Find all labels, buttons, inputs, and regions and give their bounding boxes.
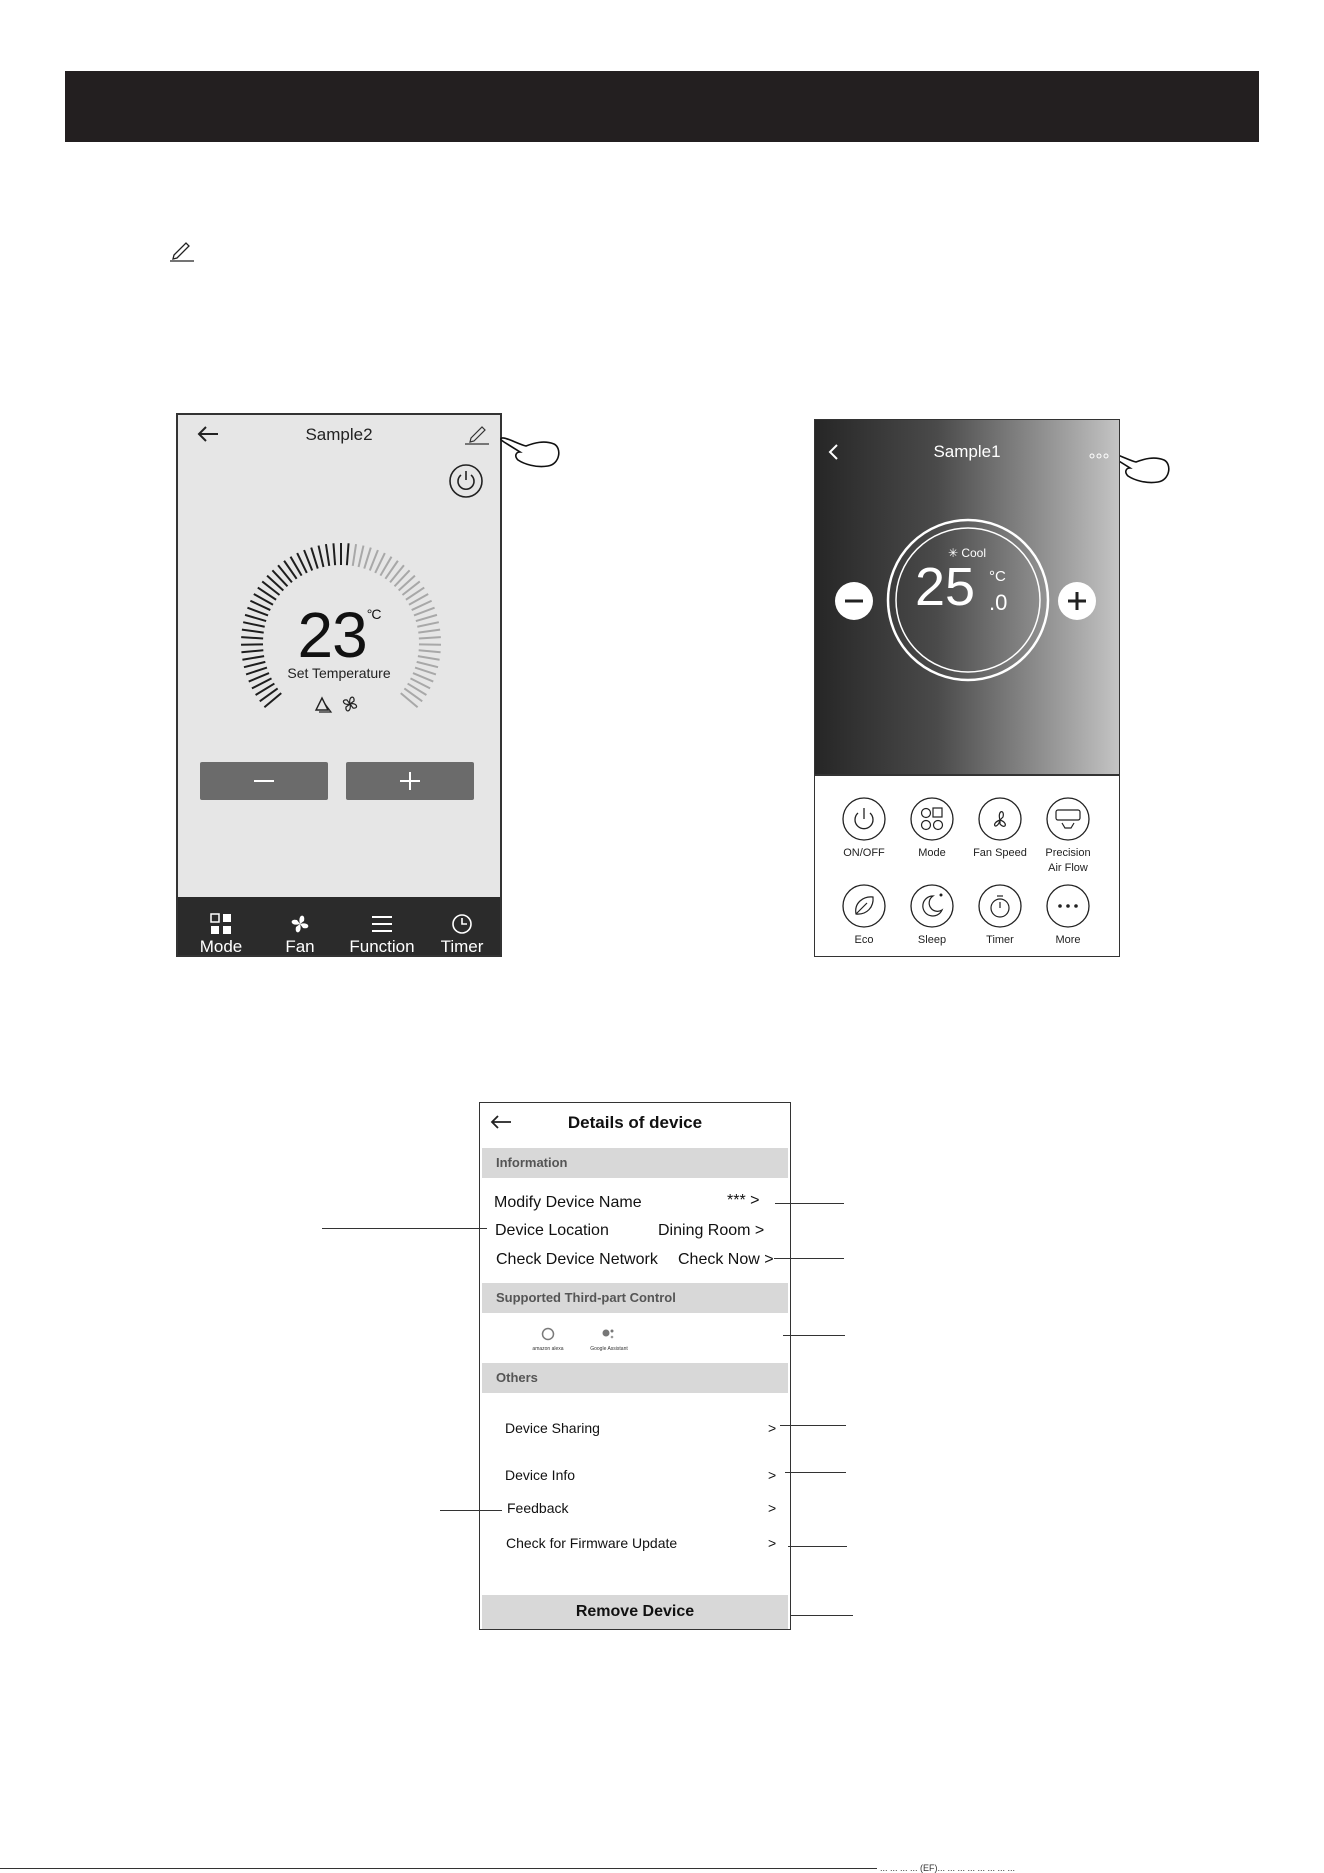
- leader-line: [785, 1472, 846, 1473]
- more-dots-icon: [1045, 883, 1091, 929]
- more-label: More: [1034, 933, 1102, 948]
- firmware-update-label[interactable]: Check for Firmware Update: [506, 1535, 677, 1551]
- function-icon: [370, 913, 394, 935]
- leader-line: [322, 1228, 487, 1229]
- dial-tick: [319, 546, 324, 567]
- bottom-navigation: [178, 897, 500, 957]
- nav-function[interactable]: [342, 897, 422, 957]
- dial-tick: [353, 544, 356, 566]
- eco-label: Eco: [830, 933, 898, 948]
- footer-text: ... ... ... ... (EF)... ... ... ... ... ... ... ...: [880, 1863, 1015, 1873]
- temperature-number: 23: [298, 599, 367, 671]
- page-title: Details of device: [480, 1113, 790, 1133]
- mode-button[interactable]: [898, 796, 966, 861]
- leader-line: [774, 1258, 844, 1259]
- increase-temperature-button[interactable]: [346, 762, 474, 800]
- recycle-icon: [316, 698, 331, 712]
- dial-tick: [333, 543, 335, 565]
- nav-timer-label: Timer: [422, 937, 502, 957]
- leader-line: [780, 1425, 846, 1426]
- sleep-moon-icon: [909, 883, 955, 929]
- section-third-party-control: Supported Third-part Control: [482, 1283, 788, 1313]
- fan-speed-button[interactable]: [966, 796, 1034, 861]
- section-header-bar: [65, 71, 1259, 142]
- pencil-icon: [168, 240, 196, 262]
- dial-tick: [364, 548, 371, 569]
- on-off-button[interactable]: [830, 796, 898, 861]
- check-device-network-label[interactable]: Check Device Network: [496, 1251, 658, 1269]
- device-title: Sample1: [815, 442, 1119, 462]
- fan-speed-label: Fan Speed: [966, 846, 1034, 861]
- status-icons: [314, 694, 370, 716]
- dial-tick: [347, 543, 349, 565]
- temperature-number: 25: [915, 560, 975, 614]
- device-title: Sample2: [178, 425, 500, 445]
- dial-tick: [326, 544, 329, 566]
- mode-label: Mode: [898, 846, 966, 861]
- precision-air-flow-button[interactable]: [1034, 796, 1102, 876]
- device-info-chevron[interactable]: >: [768, 1467, 776, 1483]
- modify-device-name-label[interactable]: Modify Device Name: [494, 1194, 642, 1212]
- nav-function-label: Function: [342, 937, 422, 957]
- sleep-button[interactable]: [898, 883, 966, 948]
- alexa-ring-icon: [541, 1327, 555, 1341]
- eco-button[interactable]: [830, 883, 898, 948]
- fan-auto-icon: [343, 697, 356, 711]
- device-sharing-chevron[interactable]: >: [768, 1420, 776, 1436]
- divider: [815, 774, 1119, 776]
- more-options-icon[interactable]: [1089, 452, 1109, 460]
- nav-fan-label: Fan: [260, 937, 340, 957]
- google-assistant-logo: [584, 1327, 634, 1352]
- sleep-label: Sleep: [898, 933, 966, 948]
- section-others: Others: [482, 1363, 788, 1393]
- stopwatch-icon: [977, 883, 1023, 929]
- feedback-label[interactable]: Feedback: [507, 1500, 568, 1516]
- modify-device-name-value[interactable]: *** >: [727, 1192, 759, 1210]
- air-flow-icon: [1045, 796, 1091, 842]
- leader-line: [791, 1615, 853, 1616]
- section-information: Information: [482, 1148, 788, 1178]
- minus-circle-button[interactable]: [834, 581, 874, 621]
- set-temperature-value: [178, 603, 500, 667]
- power-icon: [841, 796, 887, 842]
- phone-screen-sample2: [176, 413, 502, 957]
- dial-tick: [370, 550, 378, 570]
- dial-tick: [304, 550, 312, 570]
- edit-pencil-icon[interactable]: [464, 423, 490, 445]
- leader-line: [775, 1203, 844, 1204]
- nav-fan[interactable]: [260, 897, 340, 957]
- check-device-network-value[interactable]: Check Now >: [678, 1251, 774, 1269]
- precision-air-flow-label: Precision Air Flow: [1034, 846, 1102, 876]
- set-temperature-label: Set Temperature: [178, 665, 500, 681]
- dial-tick: [311, 548, 318, 569]
- firmware-update-chevron[interactable]: >: [768, 1535, 776, 1551]
- plus-icon: [398, 770, 422, 792]
- decrease-temperature-button[interactable]: [200, 762, 328, 800]
- nav-mode[interactable]: [181, 897, 261, 957]
- device-sharing-label[interactable]: Device Sharing: [505, 1420, 600, 1436]
- device-location-value[interactable]: Dining Room >: [658, 1222, 764, 1240]
- phone-screen-sample1: [814, 419, 1120, 957]
- fan-icon: [288, 913, 312, 935]
- google-assistant-label: Google Assistant: [584, 1346, 634, 1352]
- minus-icon: [252, 770, 276, 792]
- google-assistant-icon: [601, 1327, 617, 1341]
- timer-label: Timer: [966, 933, 1034, 948]
- eco-leaf-icon: [841, 883, 887, 929]
- hand-pointer-icon: [500, 434, 562, 470]
- on-off-label: ON/OFF: [830, 846, 898, 861]
- remove-device-button[interactable]: Remove Device: [482, 1595, 788, 1629]
- timer-button[interactable]: [966, 883, 1034, 948]
- plus-circle-button[interactable]: [1057, 581, 1097, 621]
- fan-speed-icon: [977, 796, 1023, 842]
- power-icon[interactable]: [448, 463, 484, 499]
- device-location-label[interactable]: Device Location: [495, 1222, 609, 1240]
- device-info-label[interactable]: Device Info: [505, 1467, 575, 1483]
- footer-rule: [0, 1868, 877, 1869]
- timer-icon: [450, 913, 474, 935]
- leader-line: [788, 1546, 847, 1547]
- more-button[interactable]: [1034, 883, 1102, 948]
- leader-line: [783, 1335, 845, 1336]
- dial-tick: [359, 546, 364, 567]
- temperature-unit: °C: [989, 568, 1006, 585]
- feedback-chevron[interactable]: >: [768, 1500, 776, 1516]
- temperature-decimal: .0: [989, 590, 1007, 616]
- mode-icon: [209, 913, 233, 935]
- mode-cool-label: ✳ Cool: [815, 546, 1119, 560]
- mode-icon: [909, 796, 955, 842]
- nav-timer[interactable]: [422, 897, 502, 957]
- leader-line: [440, 1510, 502, 1511]
- nav-mode-label: Mode: [181, 937, 261, 957]
- alexa-logo: [528, 1327, 568, 1352]
- details-of-device-screen: [479, 1102, 791, 1630]
- temperature-unit: °C: [367, 606, 381, 622]
- alexa-label: amazon alexa: [528, 1346, 568, 1352]
